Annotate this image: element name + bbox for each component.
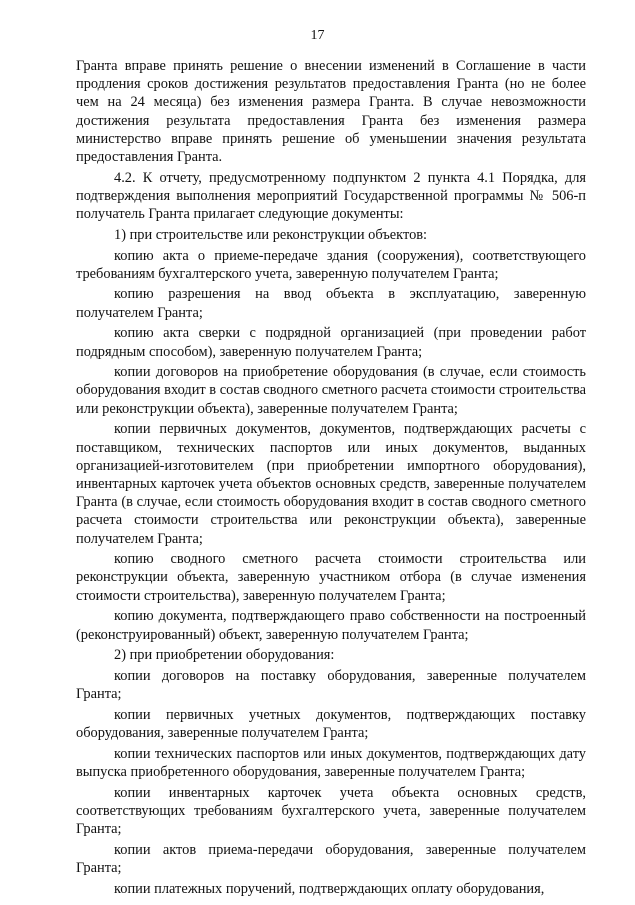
paragraph: 2) при приобретении оборудования:	[114, 647, 335, 664]
paragraph: копию акта о приеме-передаче здания (сооружения), соответствующего требованиям бухгалтерского учета, заверенную получателем Гранта;	[76, 247, 586, 282]
paragraph: копию акта сверки с подрядной организацией (при проведении работ подрядным способом), заверенную получателем Гранта;	[76, 325, 586, 360]
paragraph: копию разрешения на ввод объекта в эксплуатацию, заверенную получателем Гранта;	[76, 286, 586, 321]
document-body	[76, 57, 586, 900]
paragraph: 4.2. К отчету, предусмотренному подпунктом 2 пункта 4.1 Порядка, для подтверждения выполнения мероприятий Государственной программы № 506-п получатель Гранта прилагает следующие документы:	[76, 169, 586, 223]
paragraph: Гранта вправе принять решение о внесении изменений в Соглашение в части продления сроков достижения результатов предоставления Гранта (но не более чем на 24 месяца) без изменения размера Гранта. В случае невозможности достижения результата предоставления Гранта без изменения размера министерство вправе принять решение об уменьшении значения результата предоставления Гранта.	[76, 58, 586, 166]
paragraph: копии договоров на поставку оборудования, заверенные получателем Гранта;	[76, 668, 586, 703]
paragraph: копии первичных учетных документов, подтверждающих поставку оборудования, заверенные получателем Гранта;	[76, 706, 586, 742]
paragraph: копии договоров на приобретение оборудования (в случае, если стоимость оборудования входит в состав сводного сметного расчета стоимости строительства или реконструкции объекта), заверенные получателем Гранта;	[76, 364, 586, 417]
paragraph: копии платежных поручений, подтверждающих оплату оборудования,	[114, 880, 545, 897]
paragraph: копию сводного сметного расчета стоимости строительства или реконструкции объекта, заверенную участником отбора (в случае изменения стоимости строительства), заверенную получателем Гранта;	[76, 551, 586, 604]
paragraph: копии первичных документов, документов, подтверждающих расчеты с поставщиком, технических паспортов или иных документов, выданных организацией-изготовителем (при приобретении импортного оборудования), инвентарных карточек учета объектов основных средств, заверенные получателем Гранта (в случае, если стоимость оборудования входит в состав сводного сметного расчета стоимости строительства или реконструкции объекта), заверенные получателем Гранта;	[76, 421, 586, 547]
page-number: 17	[310, 28, 325, 43]
paragraph: копию документа, подтверждающего право собственности на построенный (реконструированный) объект, заверенную получателем Гранта;	[76, 608, 586, 643]
paragraph: копии технических паспортов или иных документов, подтверждающих дату выпуска приобретенного оборудования, заверенные получателем Гранта;	[76, 745, 586, 781]
paragraph: 1) при строительстве или реконструкции объектов:	[114, 226, 428, 243]
paragraph: копии инвентарных карточек учета объекта основных средств, соответствующих требованиям бухгалтерского учета, заверенные получателем Гранта;	[76, 784, 586, 838]
paragraph: копии актов приема-передачи оборудования, заверенные получателем Гранта;	[76, 841, 586, 877]
